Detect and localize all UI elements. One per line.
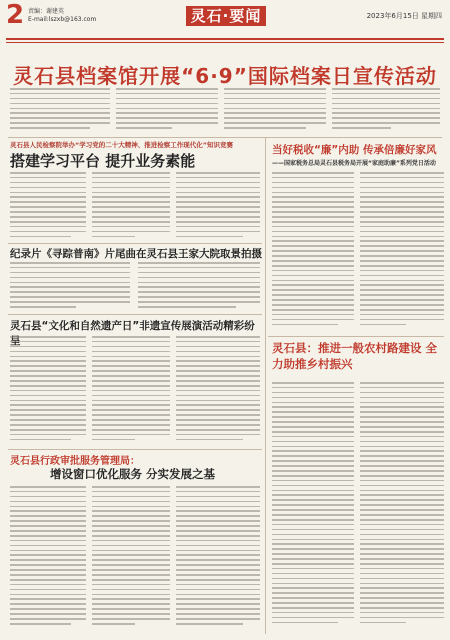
section-title: 灵石·要闻: [186, 6, 266, 26]
article-body-col: [10, 262, 130, 312]
divider: [8, 314, 262, 315]
editor-name: 责编：谢建英: [28, 8, 65, 15]
article-body-col: [10, 486, 86, 632]
article-body-col: [10, 172, 86, 240]
masthead-rule-thin: [6, 42, 444, 43]
article-body-col: [176, 486, 260, 632]
article-title: 灵石县：推进一般农村路建设 全力助推乡村振兴: [272, 341, 438, 371]
divider: [8, 449, 262, 450]
page-number: 2: [6, 0, 25, 30]
main-article-col-4: [332, 88, 440, 134]
article-body-col: [360, 172, 444, 332]
article-body-col: [92, 486, 170, 632]
article-body-col: [272, 172, 354, 332]
editor-email: E-mail:lszxb@163.com: [28, 16, 97, 23]
editor-line: [28, 8, 96, 24]
article-body-col: [360, 382, 444, 632]
article-kicker: 灵石县行政审批服务管理局：: [10, 456, 140, 467]
article-body-col: [176, 172, 260, 240]
masthead-rule: [6, 38, 444, 40]
divider: [268, 336, 444, 337]
article-title: 当好税收“廉”内助 传承倍廉好家风: [272, 144, 437, 156]
article-title: 灵石县“文化和自然遗产日”非遗宣传展演活动精彩纷呈: [10, 320, 255, 347]
divider: [8, 137, 442, 138]
divider: [8, 243, 262, 244]
article-title: 搭建学习平台 提升业务素能: [10, 152, 196, 170]
article-title: 增设窗口优化服务 分实发展之基: [50, 467, 216, 481]
main-article-col-3: [224, 88, 326, 134]
article-body-col: [92, 172, 170, 240]
main-article-col-1: [10, 88, 110, 134]
article-subtitle: ——国家税务总局灵石县税务局开展“家庭助廉”系列党日活动: [272, 160, 436, 167]
article-body-col: [138, 262, 260, 312]
column-separator: [265, 138, 266, 634]
article-body-col: [176, 336, 260, 446]
consumer-headline-block: [272, 340, 444, 372]
issue-date: 2023年6月15日 星期四: [366, 12, 442, 20]
main-headline: 灵石县档案馆开展“6·9”国际档案日宣传活动: [13, 64, 437, 88]
article-body-col: [272, 382, 354, 632]
article-kicker: 灵石县人民检察院举办“学习党的二十大精神、推进检察工作现代化”知识竞赛: [10, 141, 234, 149]
article-body-col: [92, 336, 170, 446]
article-title: 纪录片《寻踪普南》片尾曲在灵石县王家大院取景拍摄: [10, 248, 262, 260]
article-body-col: [10, 336, 86, 446]
main-article-col-2: [116, 88, 218, 134]
